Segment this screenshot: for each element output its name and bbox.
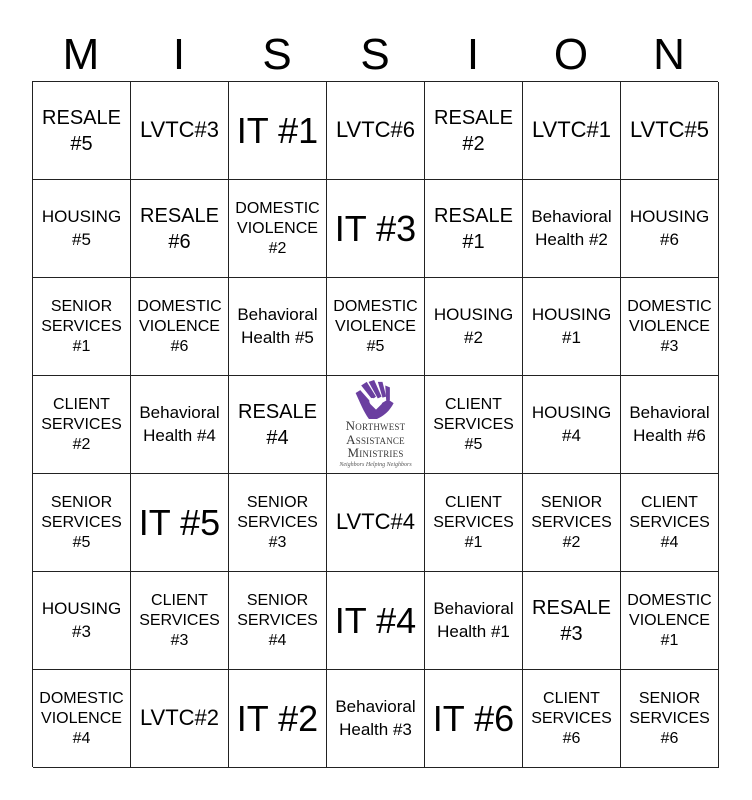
- bingo-cell[interactable]: SENIOR SERVICES #2: [523, 474, 621, 572]
- bingo-cell[interactable]: RESALE #1: [425, 180, 523, 278]
- header-letter: N: [653, 30, 685, 79]
- bingo-cell[interactable]: IT #6: [425, 670, 523, 768]
- logo-wordmark-line: Assistance: [346, 431, 405, 447]
- free-space-cell[interactable]: [327, 376, 425, 474]
- bingo-cell[interactable]: Behavioral Health #6: [621, 376, 719, 474]
- bingo-cell[interactable]: RESALE #4: [229, 376, 327, 474]
- bingo-cell[interactable]: Behavioral Health #4: [131, 376, 229, 474]
- bingo-cell[interactable]: CLIENT SERVICES #4: [621, 474, 719, 572]
- bingo-cell[interactable]: DOMESTIC VIOLENCE #6: [131, 278, 229, 376]
- bingo-header: [32, 30, 718, 80]
- bingo-cell[interactable]: LVTC#6: [327, 82, 425, 180]
- bingo-cell[interactable]: LVTC#2: [131, 670, 229, 768]
- bingo-cell[interactable]: LVTC#1: [523, 82, 621, 180]
- bingo-cell[interactable]: RESALE #2: [425, 82, 523, 180]
- bingo-cell[interactable]: DOMESTIC VIOLENCE #5: [327, 278, 425, 376]
- bingo-cell[interactable]: RESALE #5: [33, 82, 131, 180]
- bingo-cell[interactable]: DOMESTIC VIOLENCE #3: [621, 278, 719, 376]
- bingo-board: [32, 81, 718, 767]
- bingo-cell[interactable]: RESALE #3: [523, 572, 621, 670]
- bingo-cell[interactable]: HOUSING #2: [425, 278, 523, 376]
- bingo-cell[interactable]: IT #1: [229, 82, 327, 180]
- bingo-cell[interactable]: CLIENT SERVICES #1: [425, 474, 523, 572]
- bingo-cell[interactable]: CLIENT SERVICES #6: [523, 670, 621, 768]
- bingo-cell[interactable]: SENIOR SERVICES #6: [621, 670, 719, 768]
- logo-tagline: Neighbors Helping Neighbors: [339, 461, 412, 468]
- bingo-cell[interactable]: CLIENT SERVICES #3: [131, 572, 229, 670]
- hands-heart-logo-icon: [346, 380, 406, 419]
- bingo-cell[interactable]: Behavioral Health #3: [327, 670, 425, 768]
- bingo-cell[interactable]: HOUSING #4: [523, 376, 621, 474]
- bingo-cell[interactable]: DOMESTIC VIOLENCE #2: [229, 180, 327, 278]
- bingo-cell[interactable]: CLIENT SERVICES #5: [425, 376, 523, 474]
- logo-wordmark-line: Ministries: [347, 445, 404, 461]
- bingo-cell[interactable]: HOUSING #1: [523, 278, 621, 376]
- header-letter: I: [466, 30, 480, 79]
- bingo-cell[interactable]: LVTC#3: [131, 82, 229, 180]
- bingo-cell[interactable]: HOUSING #6: [621, 180, 719, 278]
- bingo-cell[interactable]: Behavioral Health #5: [229, 278, 327, 376]
- bingo-cell[interactable]: SENIOR SERVICES #5: [33, 474, 131, 572]
- header-letter: S: [360, 30, 390, 79]
- bingo-cell[interactable]: HOUSING #3: [33, 572, 131, 670]
- bingo-cell[interactable]: SENIOR SERVICES #1: [33, 278, 131, 376]
- bingo-cell[interactable]: LVTC#5: [621, 82, 719, 180]
- logo-wordmark-line: Northwest: [345, 417, 406, 433]
- bingo-cell[interactable]: DOMESTIC VIOLENCE #4: [33, 670, 131, 768]
- bingo-cell[interactable]: CLIENT SERVICES #2: [33, 376, 131, 474]
- header-letter: S: [262, 30, 292, 79]
- bingo-cell[interactable]: IT #5: [131, 474, 229, 572]
- bingo-cell[interactable]: LVTC#4: [327, 474, 425, 572]
- header-letter: M: [62, 30, 100, 79]
- bingo-cell[interactable]: DOMESTIC VIOLENCE #1: [621, 572, 719, 670]
- bingo-cell[interactable]: Behavioral Health #2: [523, 180, 621, 278]
- bingo-cell[interactable]: IT #3: [327, 180, 425, 278]
- bingo-cell[interactable]: IT #4: [327, 572, 425, 670]
- bingo-cell[interactable]: HOUSING #5: [33, 180, 131, 278]
- header-letter: O: [553, 30, 589, 79]
- bingo-cell[interactable]: SENIOR SERVICES #3: [229, 474, 327, 572]
- bingo-cell[interactable]: RESALE #6: [131, 180, 229, 278]
- bingo-cell[interactable]: IT #2: [229, 670, 327, 768]
- bingo-cell[interactable]: Behavioral Health #1: [425, 572, 523, 670]
- header-letter: I: [172, 30, 186, 79]
- bingo-cell[interactable]: SENIOR SERVICES #4: [229, 572, 327, 670]
